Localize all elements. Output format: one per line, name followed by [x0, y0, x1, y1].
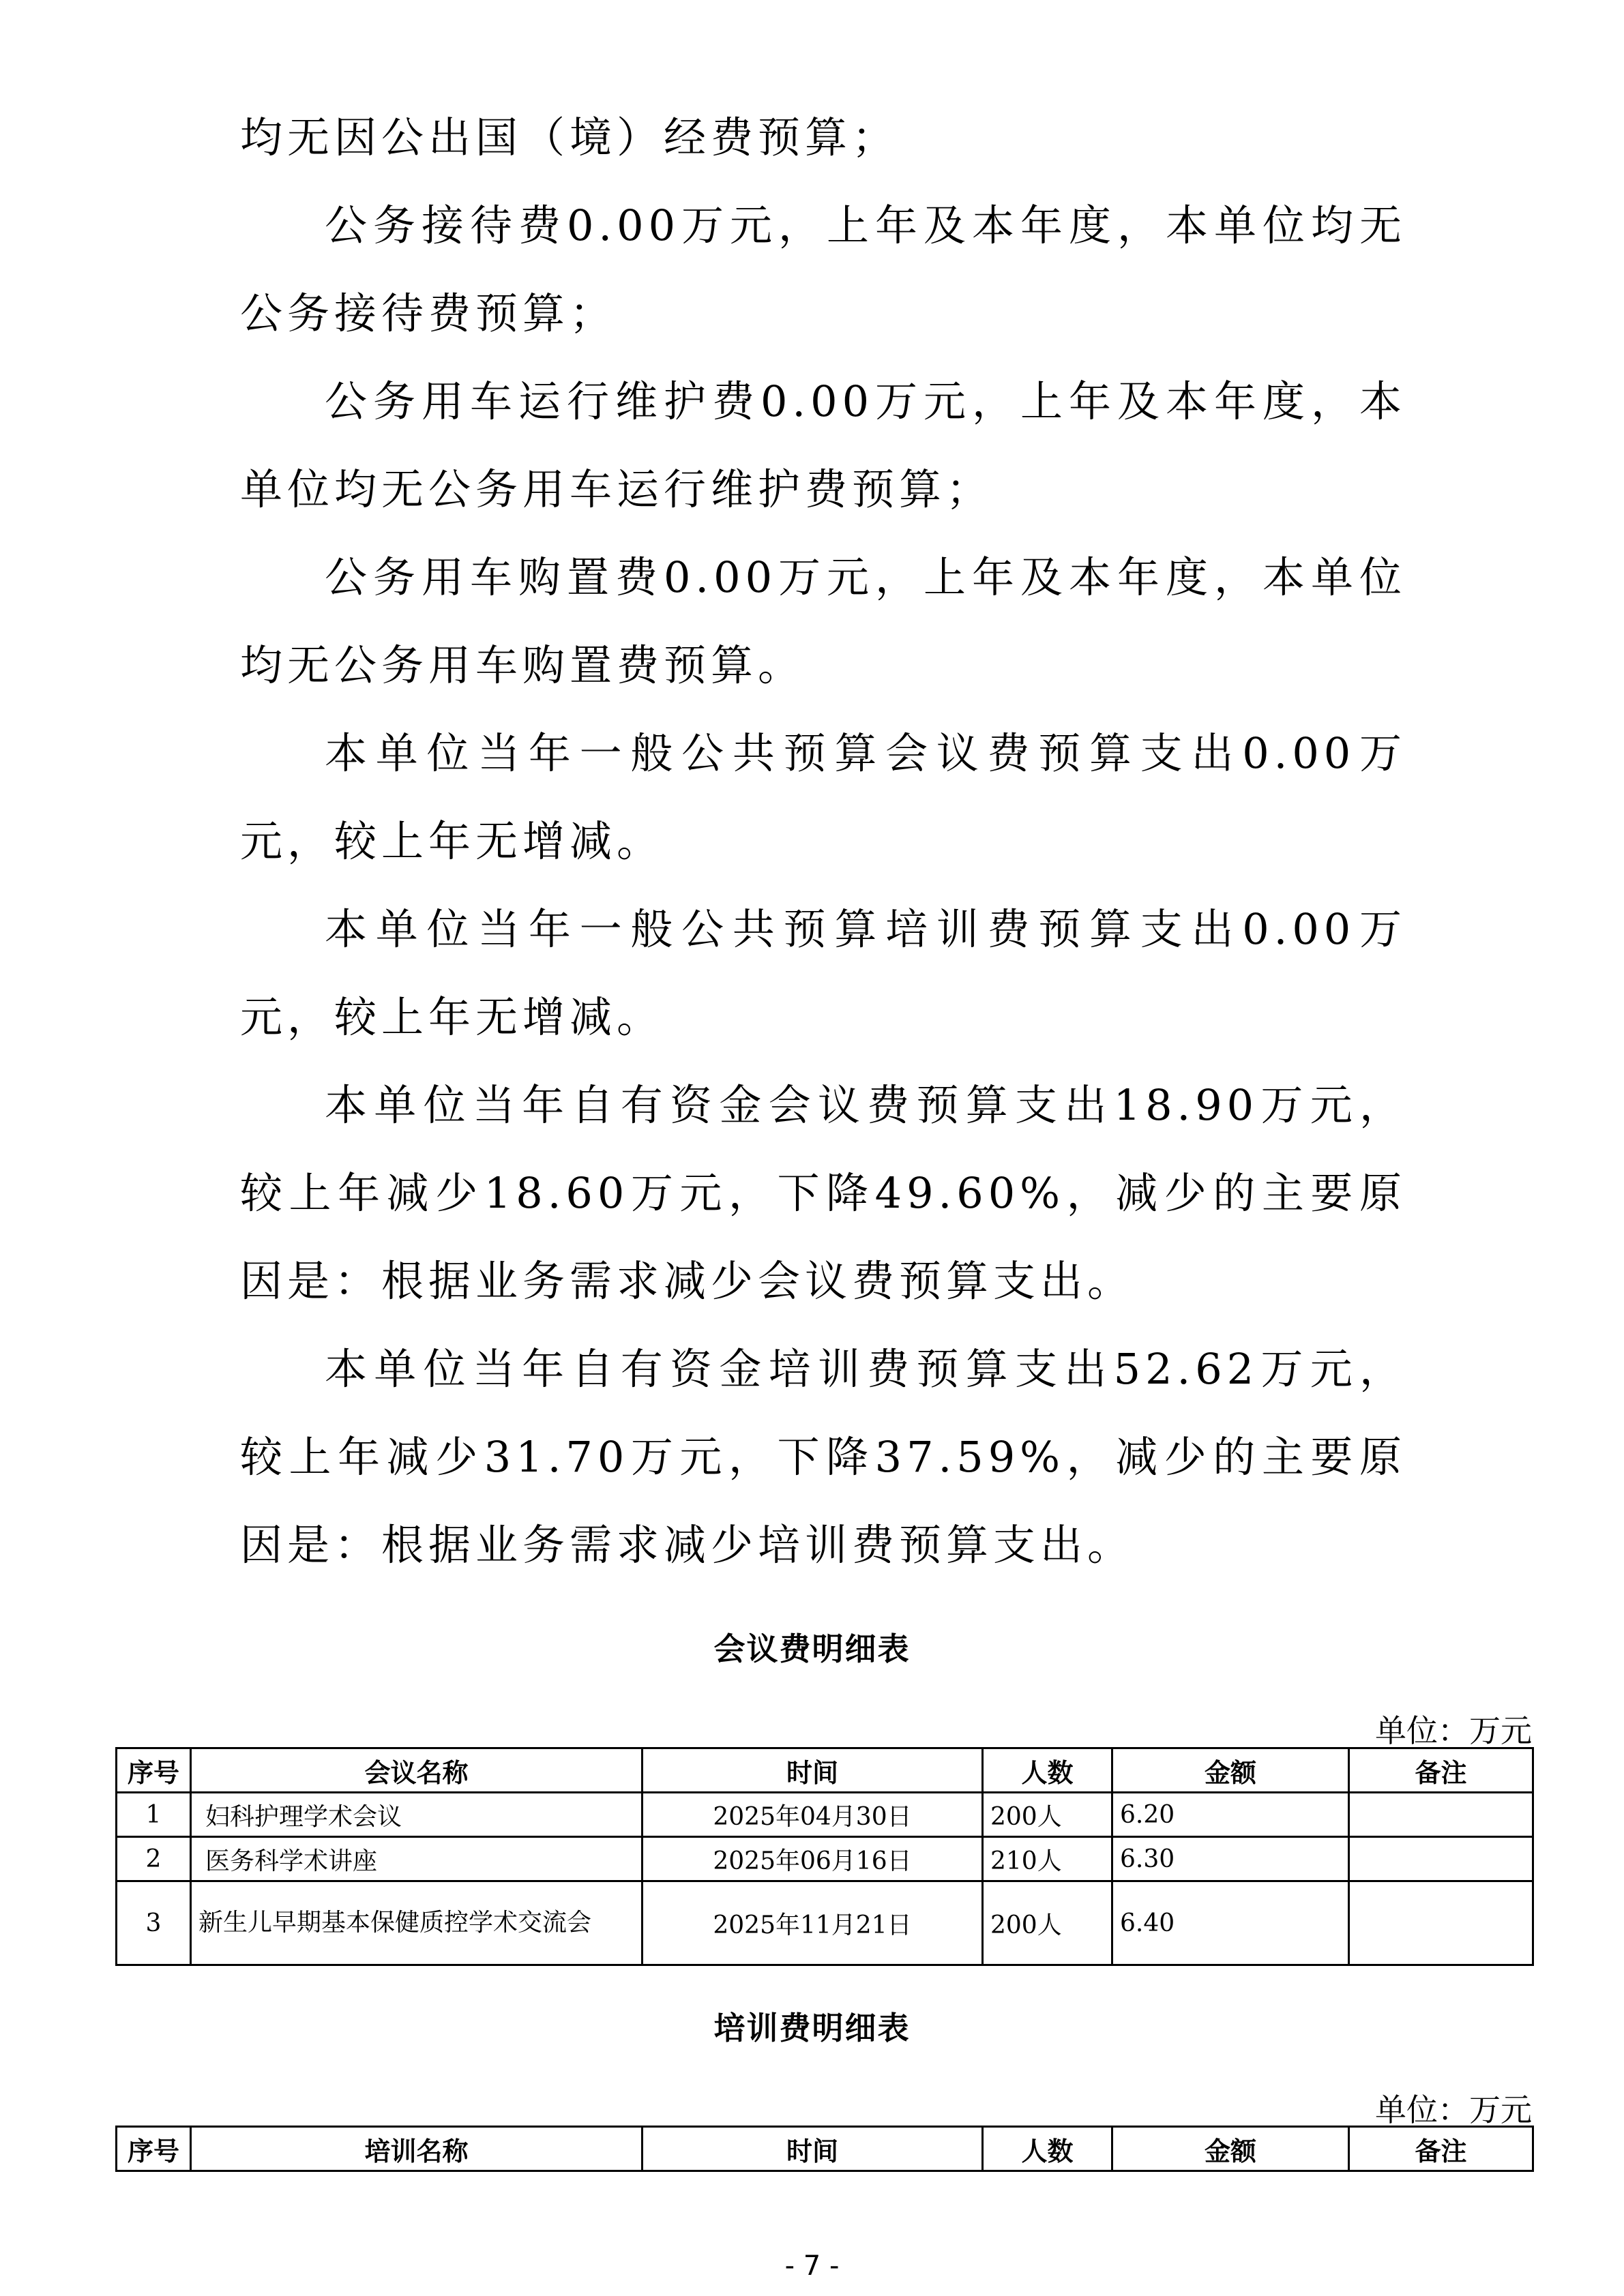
- header-note: 备注: [1349, 2127, 1533, 2171]
- cell-time: 2025年11月21日: [643, 1881, 983, 1965]
- header-name: 会议名称: [191, 1748, 643, 1793]
- paragraph: 均无因公出国（境）经费预算；: [240, 113, 900, 162]
- cell-no: 3: [117, 1881, 191, 1965]
- header-no: 序号: [117, 1748, 191, 1793]
- training-table-title: 培训费明细表: [713, 2010, 911, 2046]
- table-row: [117, 1793, 1533, 1837]
- table-header-row: [117, 1748, 1533, 1793]
- cell-amount: 6.20: [1112, 1793, 1349, 1837]
- paragraph: 公务接待费0.00万元，上年及本年度，本单位均无公务接待费预算；: [240, 200, 1406, 338]
- paragraph: 本单位当年一般公共预算会议费预算支出0.00万元，较上年无增减。: [240, 728, 1406, 866]
- paragraph: 本单位当年一般公共预算培训费预算支出0.00万元，较上年无增减。: [240, 904, 1406, 1042]
- header-no: 序号: [117, 2127, 191, 2171]
- cell-people: 200人: [983, 1793, 1112, 1837]
- table-row: [117, 1837, 1533, 1881]
- paragraph: 公务用车运行维护费0.00万元，上年及本年度，本单位均无公务用车运行维护费预算；: [240, 376, 1406, 514]
- cell-amount: 6.30: [1112, 1837, 1349, 1881]
- header-time: 时间: [643, 1748, 983, 1793]
- paragraph: 公务用车购置费0.00万元，上年及本年度，本单位均无公务用车购置费预算。: [240, 552, 1406, 690]
- cell-no: 2: [117, 1837, 191, 1881]
- header-note: 备注: [1349, 1748, 1533, 1793]
- paragraph: 本单位当年自有资金会议费预算支出18.90万元，较上年减少18.60万元，下降49.60%，减少的主要原因是：根据业务需求减少会议费预算支出。: [240, 1080, 1406, 1306]
- body-text: [240, 93, 1406, 1589]
- header-people: 人数: [983, 2127, 1112, 2171]
- cell-name: 新生儿早期基本保健质控学术交流会: [191, 1881, 643, 1965]
- meeting-fee-table: [115, 1747, 1534, 1966]
- cell-name: 医务科学术讲座: [191, 1837, 643, 1881]
- cell-note: [1349, 1881, 1533, 1965]
- meeting-table-unit: 单位：万元: [1375, 1712, 1532, 1749]
- cell-name: 妇科护理学术会议: [191, 1793, 643, 1837]
- cell-people: 210人: [983, 1837, 1112, 1881]
- page-number: - 7 -: [784, 2250, 840, 2282]
- cell-time: 2025年06月16日: [643, 1837, 983, 1881]
- header-amount: 金额: [1112, 1748, 1349, 1793]
- meeting-table-title: 会议费明细表: [713, 1630, 911, 1667]
- header-time: 时间: [643, 2127, 983, 2171]
- cell-note: [1349, 1837, 1533, 1881]
- cell-amount: 6.40: [1112, 1881, 1349, 1965]
- cell-people: 200人: [983, 1881, 1112, 1965]
- header-people: 人数: [983, 1748, 1112, 1793]
- cell-time: 2025年04月30日: [643, 1793, 983, 1837]
- training-fee-table: [115, 2126, 1534, 2172]
- header-amount: 金额: [1112, 2127, 1349, 2171]
- table-header-row: [117, 2127, 1533, 2171]
- cell-note: [1349, 1793, 1533, 1837]
- header-name: 培训名称: [191, 2127, 643, 2171]
- training-table-unit: 单位：万元: [1375, 2091, 1532, 2128]
- table-row: [117, 1881, 1533, 1965]
- cell-no: 1: [117, 1793, 191, 1837]
- paragraph: 本单位当年自有资金培训费预算支出52.62万元，较上年减少31.70万元，下降37.59%，减少的主要原因是：根据业务需求减少培训费预算支出。: [240, 1344, 1406, 1570]
